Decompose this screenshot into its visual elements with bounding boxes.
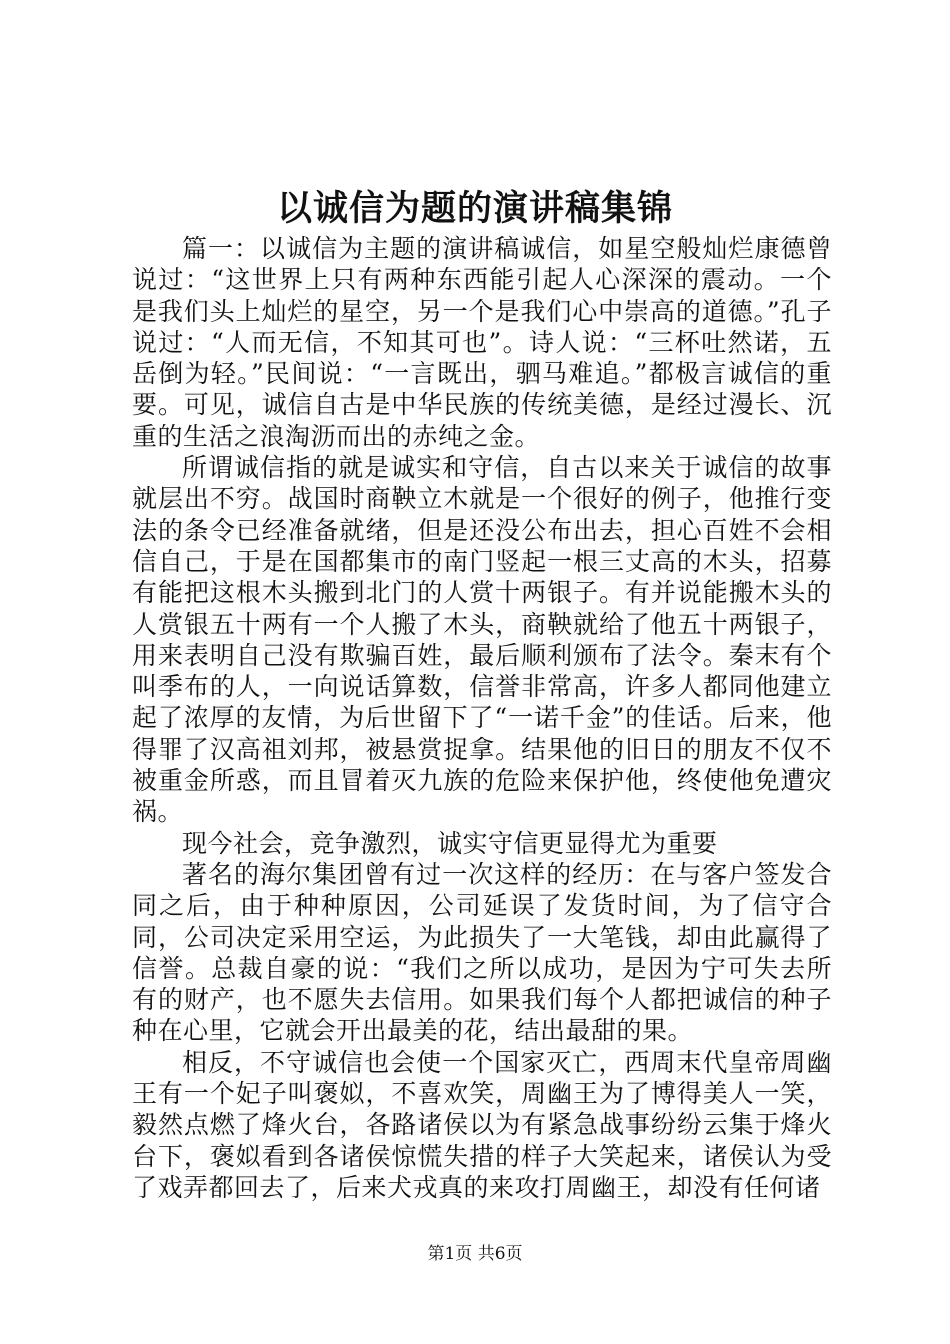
page-footer: 第1页 共6页 <box>427 1244 523 1264</box>
paragraph-1: 篇一：以诚信为主题的演讲稿诚信，如星空般灿烂康德曾说过：“这世界上只有两种东西能引起人心深深的震动。一个是我们头上灿烂的星空，另一个是我们心中崇高的道德。”孔子说过：“人而无信，不知其可也”。诗人说：“三杯吐然诺，五岳倒为轻。”民间说：“一言既出，驷马难追。”都极言诚信的重要。可见，诚信自古是中华民族的传统美德，是经过漫长、沉重的生活之浪淘沥而出的赤纯之金。 <box>132 234 832 451</box>
paragraph-3: 现今社会，竞争激烈，诚实守信更显得尤为重要 <box>182 828 718 858</box>
document-title: 以诚信为题的演讲稿集锦 <box>276 188 673 229</box>
paragraph-2: 所谓诚信指的就是诚实和守信，自古以来关于诚信的故事就层出不穷。战国时商鞅立木就是一个很好的例子，他推行变法的条令已经准备就绪，但是还没公布出去，担心百姓不会相信自己，于是在国都集市的南门竖起一根三丈高的木头，招募有能把这根木头搬到北门的人赏十两银子。有并说能搬木头的人赏银五十两有一个人搬了木头，商鞅就给了他五十两银子，用来表明自己没有欺骗百姓，最后顺利颁布了法令。秦末有个叫季布的人，一向说话算数，信誉非常高，许多人都同他建立起了浓厚的友情，为后世留下了“一诺千金”的佳话。后来，他得罪了汉高祖刘邦，被悬赏捉拿。结果他的旧日的朋友不仅不被重金所惑，而且冒着灭九族的危险来保护他，终使他免遭灾祸。 <box>132 453 832 827</box>
document-body <box>132 233 832 1203</box>
paragraph-5: 相反，不守诚信也会使一个国家灭亡，西周末代皇帝周幽王有一个妃子叫褒姒，不喜欢笑，周幽王为了博得美人一笑，毅然点燃了烽火台，各路诸侯以为有紧急战事纷纷云集于烽火台下，褒姒看到各诸侯惊慌失措的样子大笑起来，诸侯认为受了戏弄都回去了，后来犬戎真的来攻打周幽王，却没有任何诸 <box>132 1047 832 1202</box>
paragraph-4: 著名的海尔集团曾有过一次这样的经历：在与客户签发合同之后，由于种种原因，公司延误了发货时间，为了信守合同，公司决定采用空运，为此损失了一大笔钱，却由此赢得了信誉。总裁自豪的说：“我们之所以成功，是因为宁可失去所有的财产，也不愿失去信用。如果我们每个人都把诚信的种子种在心里，它就会开出最美的花，结出最甜的果。 <box>132 859 832 1046</box>
